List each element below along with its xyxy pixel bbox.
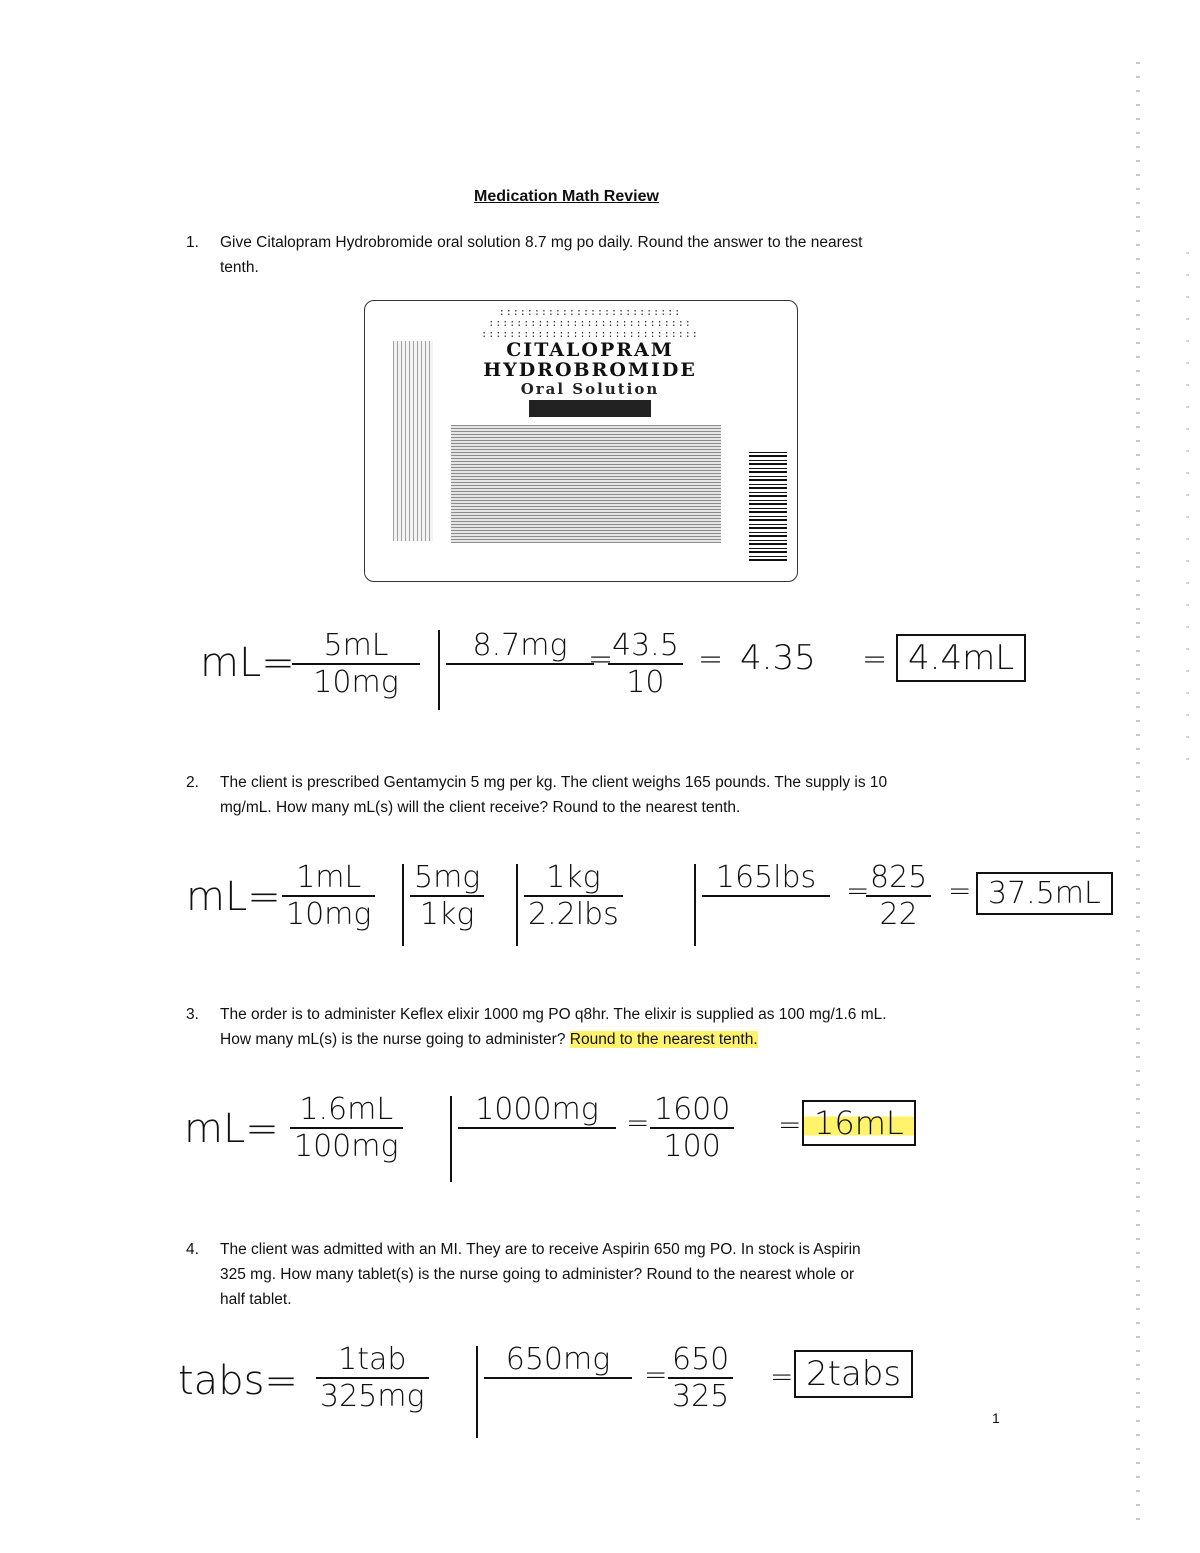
- work-fraction: $\frac{43.5}{10}$: [608, 628, 683, 700]
- work-fraction: $\frac{5mL}{10mg}$: [292, 628, 420, 700]
- scan-edge-dots: [1186, 240, 1189, 760]
- handwritten-work-2: mL= $\frac{1mL}{10mg}$ $\frac{5mg}{1kg}$ 1kg 2.2lbs 165lbs = $\frac{825}{22}$ = 37.5mL: [186, 860, 1136, 950]
- question-1: [186, 230, 1020, 280]
- handwritten-work-3: mL= $\frac{1.6mL}{100mg}$ 1000mg = $\frac{1600}{100}$ = 16mL: [184, 1092, 1084, 1182]
- work-fraction: $\frac{1.6mL}{100mg}$: [290, 1092, 403, 1164]
- scan-edge-dots: [1136, 60, 1140, 1520]
- work-divider: [516, 864, 518, 946]
- label-side-text: [393, 341, 433, 541]
- work-divider: [402, 864, 404, 946]
- label-dosage-form: Oral Solution: [520, 380, 660, 398]
- highlighted-text: Round to the nearest tenth.: [569, 1031, 758, 1048]
- question-4: [186, 1237, 1020, 1312]
- work-fraction: $\frac{1mL}{10mg}$: [282, 860, 375, 932]
- work-fraction: 650mg: [484, 1342, 632, 1414]
- work-fraction: $\frac{650}{325}$: [668, 1342, 733, 1414]
- page-number: 1: [992, 1410, 1000, 1426]
- label-drug-name: HYDROBROMIDE: [483, 359, 697, 381]
- work-divider: [694, 864, 696, 946]
- work-fraction: 1kg 2.2lbs: [524, 860, 623, 932]
- work-fraction: 1tab 325mg: [316, 1342, 429, 1414]
- barcode: [749, 451, 787, 561]
- question-text: How many mL(s) is the nurse going to administer? Round to the nearest tenth.: [220, 1031, 758, 1048]
- question-number: 2.: [186, 774, 199, 791]
- label-text-block: [445, 307, 735, 417]
- work-answer-box: 2tabs: [794, 1350, 913, 1398]
- work-fraction: 1000mg: [458, 1092, 616, 1164]
- work-fraction: 165lbs: [702, 860, 830, 932]
- question-number: 1.: [186, 234, 199, 251]
- question-text: mg/mL. How many mL(s) will the client receive? Round to the nearest tenth.: [220, 799, 741, 816]
- work-fraction: $\frac{825}{22}$: [866, 860, 931, 932]
- label-strength-box: [529, 400, 651, 417]
- work-answer-box: 16mL: [802, 1100, 916, 1146]
- question-text: The client was admitted with an MI. They are to receive Aspirin 650 mg PO. In stock is Aspirin: [220, 1241, 861, 1258]
- label-fine-print-block: [451, 425, 721, 543]
- question-number: 4.: [186, 1241, 199, 1258]
- handwritten-work-1: mL= $\frac{5mL}{10mg}$ 8.7mg = $\frac{43.5}{10}$ = 4.35 = 4.4mL: [200, 628, 1100, 708]
- label-fine-print: :::::::::::::::::::::::::::::: [488, 318, 692, 329]
- question-text: half tablet.: [220, 1291, 292, 1308]
- question-number: 3.: [186, 1006, 199, 1023]
- label-fine-print: :::::::::::::::::::::::::::::::: [481, 329, 699, 340]
- question-text: The client is prescribed Gentamycin 5 mg per kg. The client weighs 165 pounds. The supply is 10: [220, 774, 888, 791]
- work-lhs: mL=: [200, 640, 295, 686]
- page-title: Medication Math Review: [474, 188, 659, 205]
- work-fraction: $\frac{1600}{100}$: [650, 1092, 734, 1164]
- label-fine-print: ::::::::::::::::::::::::::: [498, 307, 682, 318]
- work-answer-box: 37.5mL: [976, 872, 1113, 915]
- work-fraction: 8.7mg: [446, 628, 594, 700]
- question-text: The order is to administer Keflex elixir 1000 mg PO q8hr. The elixir is supplied as 100 mg/1.6 mL.: [220, 1006, 887, 1023]
- question-text: tenth.: [220, 259, 259, 276]
- question-text: Give Citalopram Hydrobromide oral solution 8.7 mg po daily. Round the answer to the nearest: [220, 234, 863, 251]
- question-2: [186, 770, 1020, 820]
- work-divider: [476, 1346, 478, 1438]
- label-drug-name: CITALOPRAM: [506, 339, 674, 361]
- work-fraction: $\frac{5mg}{1kg}$: [410, 860, 484, 932]
- handwritten-work-4: tabs= 1tab 325mg 650mg = $\frac{650}{325}$ = 2tabs: [178, 1342, 998, 1442]
- question-text: 325 mg. How many tablet(s) is the nurse going to administer? Round to the nearest whole or: [220, 1266, 855, 1283]
- question-3: [186, 1002, 1040, 1052]
- work-answer-box: 4.4mL: [896, 634, 1026, 682]
- work-divider: [450, 1096, 452, 1182]
- work-divider: [438, 630, 440, 710]
- drug-label-image: [364, 300, 798, 582]
